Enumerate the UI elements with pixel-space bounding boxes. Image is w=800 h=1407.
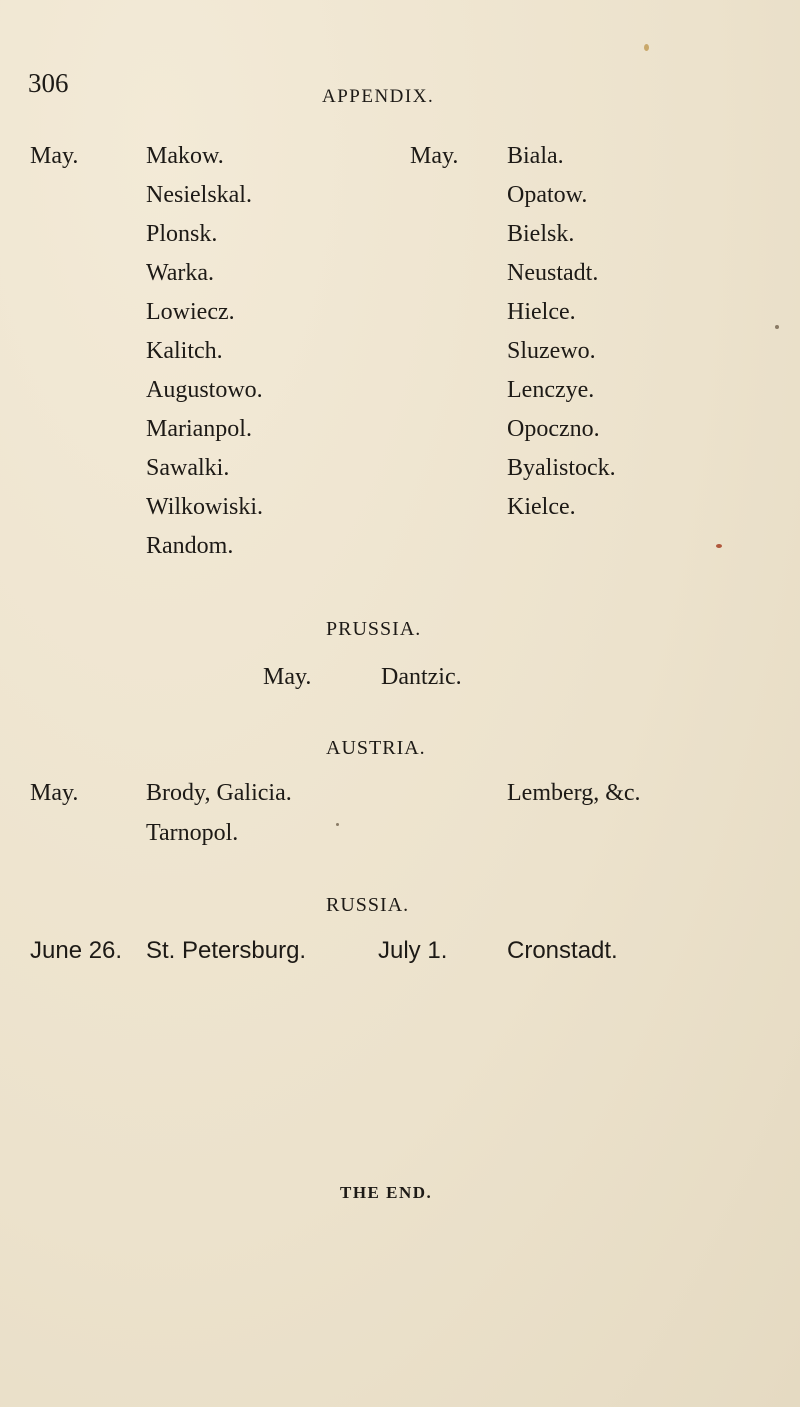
town-entry: Kielce.	[507, 494, 576, 520]
paper-speck	[775, 325, 779, 329]
town-entry: Warka.	[146, 260, 215, 286]
town-entry: Makow.	[146, 143, 224, 169]
town-entry: Hielce.	[507, 299, 576, 325]
town-entry: Wilkowiski.	[146, 494, 264, 520]
town-entry: Dantzic.	[381, 664, 462, 690]
paper-speck	[644, 44, 649, 51]
town-entry: Tarnopol.	[146, 820, 239, 846]
page-number: 306	[28, 68, 69, 98]
section-heading-prussia: PRUSSIA.	[326, 618, 422, 640]
town-entry: Plonsk.	[146, 221, 218, 247]
town-entry: Nesielskal.	[146, 182, 252, 208]
date-label: June 26.	[30, 937, 123, 964]
town-entry: Cronstadt.	[507, 937, 618, 964]
town-entry: Augustowo.	[146, 377, 263, 403]
town-entry: Kalitch.	[146, 338, 223, 364]
month-label: May.	[30, 780, 79, 806]
town-entry: Biala.	[507, 143, 564, 169]
the-end-label: THE END.	[340, 1183, 433, 1202]
section-heading-austria: AUSTRIA.	[326, 737, 426, 759]
paper-speck	[716, 544, 722, 548]
running-title: APPENDIX.	[322, 86, 435, 107]
month-label: May.	[410, 143, 459, 169]
town-entry: Lemberg, &c.	[507, 780, 641, 806]
town-entry: Sawalki.	[146, 455, 230, 481]
town-entry: Brody, Galicia.	[146, 780, 292, 806]
town-entry: Marianpol.	[146, 416, 252, 442]
town-entry: Lowiecz.	[146, 299, 235, 325]
town-entry: St. Petersburg.	[146, 937, 307, 964]
month-label: May.	[263, 664, 312, 690]
town-entry: Bielsk.	[507, 221, 575, 247]
town-entry: Byalistock.	[507, 455, 616, 481]
town-entry: Lenczye.	[507, 377, 595, 403]
town-entry: Random.	[146, 533, 234, 559]
paper-speck	[336, 823, 339, 826]
town-entry: Opoczno.	[507, 416, 600, 442]
town-entry: Sluzewo.	[507, 338, 596, 364]
town-entry: Neustadt.	[507, 260, 599, 286]
date-label: July 1.	[378, 937, 448, 964]
month-label: May.	[30, 143, 79, 169]
section-heading-russia: RUSSIA.	[326, 894, 410, 916]
town-entry: Opatow.	[507, 182, 588, 208]
